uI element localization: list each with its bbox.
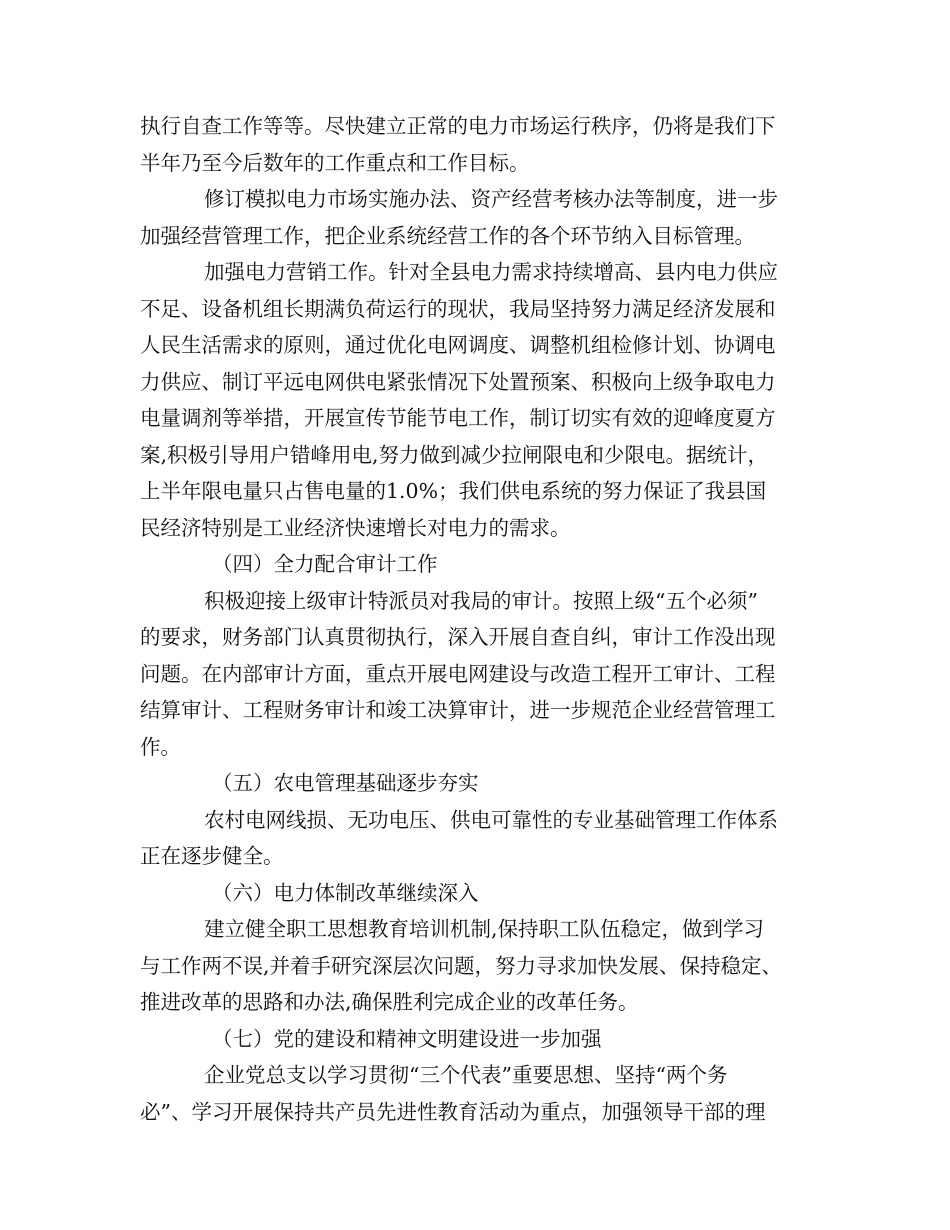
text-line: 案,积极引导用户错峰用电,努力做到减少拉闸限电和少限电。据统计， xyxy=(140,442,769,467)
text-line: 问题。在内部审计方面，重点开展电网建设与改造工程开工审计、工程 xyxy=(140,661,776,686)
text-line: 执行自查工作等等。尽快建立正常的电力市场运行秩序，仍将是我们下 xyxy=(140,114,776,138)
text-line: 人民生活需求的原则，通过优化电网调度、调整机组检修计划、协调电 xyxy=(140,333,776,357)
text-line: 必”、学习开展保持共产员先进性教育活动为重点，加强领导干部的理 xyxy=(140,1099,766,1124)
paragraph-start-line: 企业党总支以学习贯彻“三个代表”重要思想、坚持“两个务 xyxy=(204,1063,728,1087)
text-line: 加强经营管理工作，把企业系统经营工作的各个环节纳入目标管理。 xyxy=(140,223,755,248)
text-line: 民经济特别是工业经济快速增长对电力的需求。 xyxy=(140,515,571,540)
text-line: 不足、设备机组长期满负荷运行的现状，我局坚持努力满足经济发展和 xyxy=(140,296,776,321)
text-line: 与工作两不误,并着手研究深层次问题，努力寻求加快发展、保持稳定、 xyxy=(140,953,783,978)
document-page xyxy=(140,108,820,1130)
text-line: 上半年限电量只占售电量的1.0%；我们供电系统的努力保证了我县国 xyxy=(140,479,767,503)
paragraph-start-line: 积极迎接上级审计特派员对我局的审计。按照上级“五个必须” xyxy=(204,588,758,613)
section-heading: （四）全力配合审计工作 xyxy=(212,552,438,576)
text-line: 力供应、制订平远电网供电紧张情况下处置预案、积极向上级争取电力 xyxy=(140,369,776,394)
paragraph-start-line: 修订模拟电力市场实施办法、资产经营考核办法等制度，进一步 xyxy=(204,187,778,211)
paragraph-start-line: 农村电网线损、无功电压、供电可靠性的专业基础管理工作体系 xyxy=(204,807,778,832)
text-line: 半年乃至今后数年的工作重点和工作目标。 xyxy=(140,150,530,175)
section-heading: （六）电力体制改革继续深入 xyxy=(212,880,479,905)
paragraph-start-line: 加强电力营销工作。针对全县电力需求持续增高、县内电力供应 xyxy=(204,260,778,284)
text-line: 结算审计、工程财务审计和竣工决算审计，进一步规范企业经营管理工 xyxy=(140,698,776,722)
text-line: 电量调剂等举措，开展宣传节能节电工作，制订切实有效的迎峰度夏方 xyxy=(140,406,776,430)
text-line: 作。 xyxy=(140,734,181,759)
section-heading: （七）党的建设和精神文明建设进一步加强 xyxy=(212,1026,602,1051)
text-line: 正在逐步健全。 xyxy=(140,844,284,868)
paragraph-start-line: 建立健全职工思想教育培训机制,保持职工队伍稳定，做到学习 xyxy=(204,917,765,941)
section-heading: （五）农电管理基础逐步夯实 xyxy=(212,771,479,795)
text-line: 推进改革的思路和办法,确保胜利完成企业的改革任务。 xyxy=(140,990,639,1014)
text-line: 的要求，财务部门认真贯彻执行，深入开展自查自纠，审计工作没出现 xyxy=(140,625,776,649)
